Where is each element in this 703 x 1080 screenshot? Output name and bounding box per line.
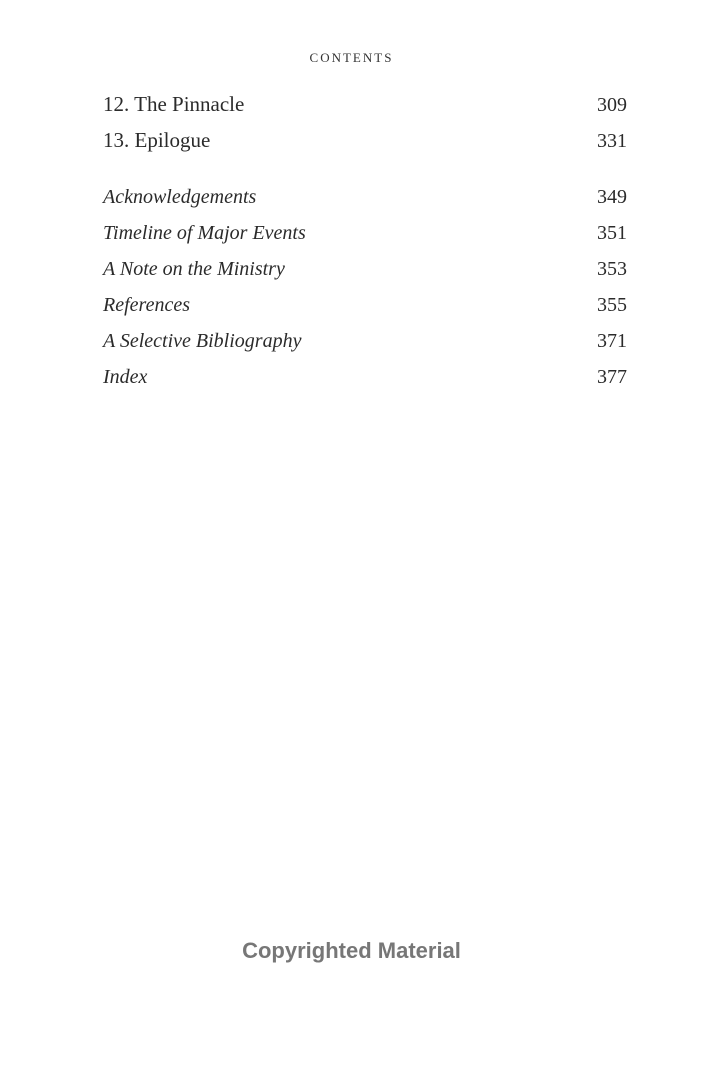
toc-entry-page: 377 bbox=[597, 366, 627, 388]
toc-entry-title: 13. Epilogue bbox=[103, 128, 211, 152]
toc-entry[interactable] bbox=[103, 359, 627, 395]
toc-entry-title: Index bbox=[103, 366, 148, 388]
toc-entry-title: Timeline of Major Events bbox=[103, 222, 306, 244]
toc-entry[interactable] bbox=[103, 323, 627, 359]
toc-entry[interactable] bbox=[103, 251, 627, 287]
toc-entry[interactable] bbox=[103, 287, 627, 323]
back-matter-list bbox=[103, 179, 627, 395]
toc-entry-page: 331 bbox=[597, 130, 627, 152]
toc-entry-title: References bbox=[103, 294, 190, 316]
toc-entry-page: 349 bbox=[597, 186, 627, 208]
toc-entry[interactable] bbox=[103, 215, 627, 251]
toc-entry-page: 309 bbox=[597, 94, 627, 116]
toc-entry-title: A Note on the Ministry bbox=[103, 258, 285, 280]
toc-entry[interactable] bbox=[103, 86, 627, 122]
toc-entry-page: 371 bbox=[597, 330, 627, 352]
copyright-watermark: Copyrighted Material bbox=[242, 938, 461, 963]
toc-entry-title: A Selective Bibliography bbox=[103, 330, 302, 352]
toc-entry-page: 353 bbox=[597, 258, 627, 280]
toc-entry-page: 351 bbox=[597, 222, 627, 244]
table-of-contents bbox=[103, 86, 627, 395]
toc-entry[interactable] bbox=[103, 179, 627, 215]
chapter-list bbox=[103, 86, 627, 158]
running-head: CONTENTS bbox=[309, 50, 394, 65]
toc-entry[interactable] bbox=[103, 122, 627, 158]
toc-entry-title: 12. The Pinnacle bbox=[103, 92, 245, 116]
toc-entry-title: Acknowledgements bbox=[103, 186, 257, 208]
toc-entry-page: 355 bbox=[597, 294, 627, 316]
